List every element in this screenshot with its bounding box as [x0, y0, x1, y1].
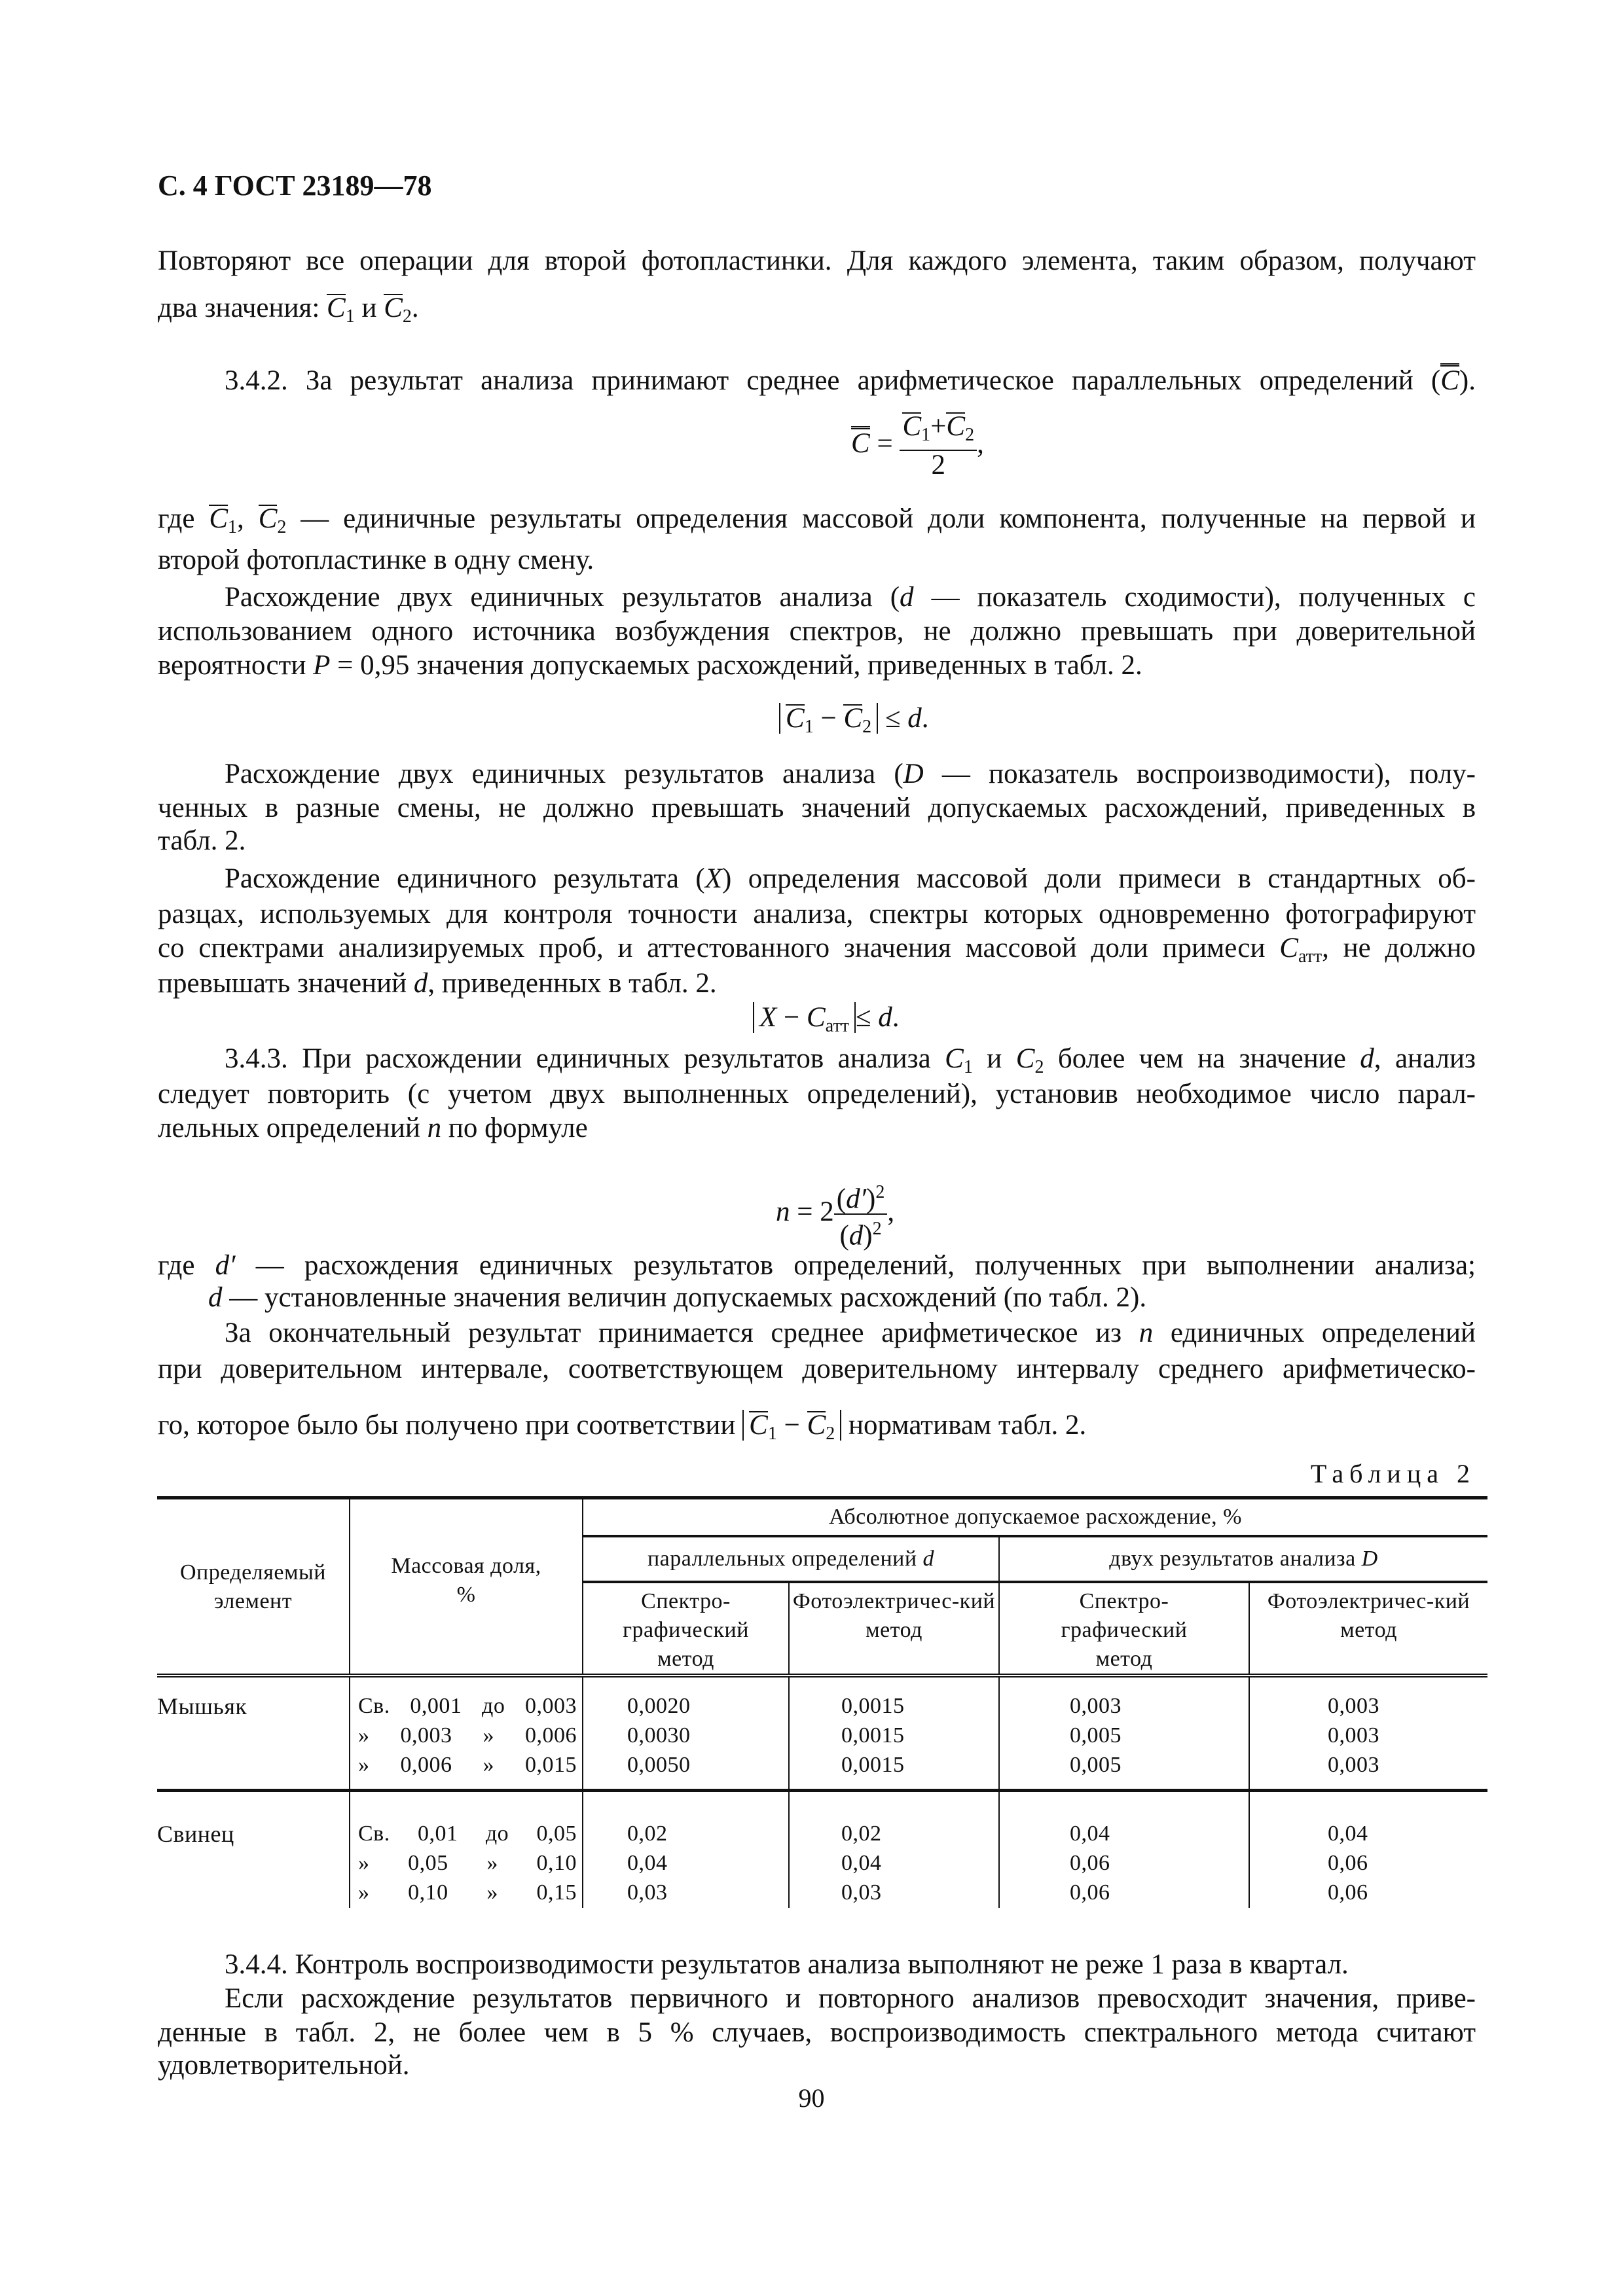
text-line: Повторяют все операции для второй фотопластинки. Для каждого элемента, таким образом, получают [158, 245, 1476, 276]
formula-repeatability: $C_1 - C_2 \le d$. [779, 702, 1041, 744]
cell-d-photo: 0,02 0,04 0,03 [789, 1791, 999, 1909]
cell-D-photo: 0,04 0,06 0,06 [1249, 1791, 1487, 1909]
text-line: 3.4.4. Контроль воспроизводимости результатов анализа выполняют не реже 1 раза в квартал. [225, 1949, 1349, 1980]
formula-reference: $X - C_{атт} \le d$. [753, 1001, 1015, 1043]
text-line: со спектрами анализируемых проб, и аттестованного значения массовой доли примеси $C_{атт}$, не должно [158, 933, 1476, 967]
text-line: разцах, используемых для контроля точности анализа, спектры которых одновременно фотографируют [158, 899, 1476, 929]
cell-d-spectro: 0,0020 0,0030 0,0050 [583, 1676, 789, 1791]
text-line: табл. 2. [158, 825, 246, 856]
cell-D-spectro: 0,003 0,005 0,005 [999, 1676, 1249, 1791]
header-mass: Массовая доля, % [350, 1498, 583, 1676]
cell-d-photo: 0,0015 0,0015 0,0015 [789, 1676, 999, 1791]
text-line: 3.4.2. За результат анализа принимают среднее арифметическое параллельных определений (C). [225, 363, 1476, 398]
header-parallel: параллельных определений d [583, 1536, 999, 1582]
tolerance-table [157, 1496, 1487, 1908]
header-two-results: двух результатов анализа D [999, 1536, 1487, 1582]
cell-D-spectro: 0,04 0,06 0,06 [999, 1791, 1249, 1909]
page-number: 90 [798, 2083, 825, 2113]
header-photo-D: Фотоэлектричес-кий метод [1249, 1582, 1487, 1676]
header-absolute: Абсолютное допускаемое расхождение, % [583, 1498, 1487, 1536]
cell-mass: Св. 0,001 до 0,003 » 0,003 » 0,006 » 0,006 » 0,015 [350, 1676, 583, 1791]
text-line: второй фотопластинке в одну смену. [158, 545, 594, 575]
text-line: удовлетворительной. [158, 2050, 410, 2081]
cell-element: Свинец [157, 1821, 234, 1847]
text-line: использованием одного источника возбуждения спектров, не должно превышать при доверительной [158, 616, 1476, 647]
text-line: при доверительном интервале, соответствующем доверительному интервалу среднего арифметическо- [158, 1354, 1476, 1384]
text-line: Если расхождение результатов первичного и повторного анализов превосходит значения, приве- [225, 1983, 1476, 2014]
text-line: вероятности P = 0,95 значения допускаемых расхождений, приведенных в табл. 2. [158, 650, 1142, 681]
cell-mass: Св. 0,01 до 0,05 » 0,05 » 0,10 » 0,10 » 0,15 [350, 1791, 583, 1909]
text-line: го, которое было бы получено при соответствии $C_1 - C_2$ нормативам табл. 2. [158, 1410, 1087, 1444]
text-line: 3.4.3. При расхождении единичных результатов анализа $C_1$ и $C_2$ более чем на значение d, анализ [225, 1043, 1476, 1077]
text-line: Расхождение двух единичных результатов анализа (d — показатель сходимости), полученных с [225, 582, 1476, 613]
formula-mean: C = $\frac{C_1+C_2}{2}$ , [851, 411, 984, 480]
text-line: превышать значений d, приведенных в табл. 2. [158, 968, 717, 999]
text-line: денные в табл. 2, не более чем в 5 % случаев, воспроизводимость спектрального метода считают [158, 2017, 1476, 2048]
header-spectro-d: Спектро-графический метод [583, 1582, 789, 1676]
cell-element: Мышьяк [157, 1676, 350, 1791]
text-line: ченных в разные смены, не должно превышать значений допускаемых расхождений, приведенных в [158, 793, 1476, 823]
header-spectro-D: Спектро-графический метод [999, 1582, 1249, 1676]
text-line: где d′ — расхождения единичных результатов определений, полученных при выполнении анализа; [158, 1250, 1476, 1281]
cell-D-photo: 0,003 0,003 0,003 [1249, 1676, 1487, 1791]
text-line: Расхождение двух единичных результатов анализа (D — показатель воспроизводимости), полу- [225, 759, 1476, 789]
table-caption: Таблица 2 [1310, 1459, 1476, 1488]
cell-d-spectro: 0,02 0,04 0,03 [583, 1791, 789, 1909]
text-line: где $C_1$, $C_2$ — единичные результаты определения массовой доли компонента, полученные на первой и [158, 503, 1476, 537]
text-line: два значения: $C_1$ и $C_2$. [158, 293, 419, 327]
text-line: За окончательный результат принимается среднее арифметическое из n единичных определений [225, 1318, 1476, 1348]
text-line: Расхождение единичного результата (X) определения массовой доли примеси в стандартных об- [225, 863, 1476, 894]
table-row [157, 1676, 1487, 1791]
text-line: следует повторить (с учетом двух выполненных определений), установив необходимое число парал- [158, 1079, 1476, 1109]
page-header: С. 4 ГОСТ 23189—78 [158, 170, 432, 202]
header-photo-d: Фотоэлектричес-кий метод [789, 1582, 999, 1676]
text-line: d — установленные значения величин допускаемых расхождений (по табл. 2). [208, 1282, 1147, 1313]
text-line: лельных определений n по формуле [158, 1113, 588, 1143]
header-element: Определяемый элемент [157, 1498, 350, 1676]
table-row [157, 1791, 1487, 1909]
formula-n: n = 2 $\frac{(d')^2}{(d)^2}$ , [776, 1178, 1038, 1251]
